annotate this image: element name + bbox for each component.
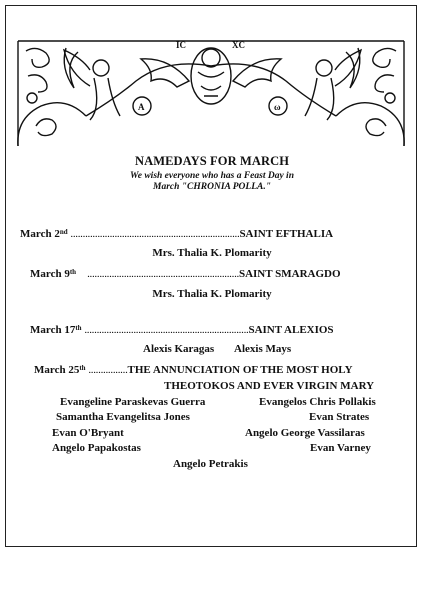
celebrant-name: Evan O'Bryant bbox=[52, 427, 124, 439]
page-frame bbox=[5, 5, 417, 547]
entry-march-17 bbox=[30, 324, 334, 337]
date-suffix: th bbox=[79, 364, 86, 372]
celebrant-name: Evangelos Chris Pollakis bbox=[259, 396, 376, 408]
page-title: NAMEDAYS FOR MARCH bbox=[134, 154, 290, 168]
leader-dots: ..................................................................... bbox=[70, 228, 240, 240]
subtitle-line-1: We wish everyone who has a Feast Day in bbox=[130, 171, 294, 181]
saint-name: SAINT SMARAGDO bbox=[238, 268, 341, 280]
entry-date: March 9 bbox=[30, 268, 70, 280]
entry-march-2 bbox=[20, 228, 333, 241]
entry-date: March 2 bbox=[20, 228, 60, 240]
subtitle-line-2: March "CHRONIA POLLA." bbox=[153, 182, 271, 192]
omega-letter: ω bbox=[274, 102, 281, 112]
leader-dots: .............................................................. bbox=[87, 268, 239, 280]
xc-letters: XC bbox=[232, 40, 245, 50]
entry-march-9 bbox=[30, 268, 341, 281]
celebrant-name: Samantha Evangelitsa Jones bbox=[56, 411, 190, 423]
leader-dots: ................................................................... bbox=[84, 324, 249, 336]
alpha-letter: A bbox=[138, 102, 145, 112]
celebrant-name: Angelo George Vassilaras bbox=[245, 427, 365, 439]
saint-name: SAINT ALEXIOS bbox=[248, 324, 334, 336]
ic-letters: IC bbox=[176, 40, 187, 50]
icon-header-illustration bbox=[6, 6, 418, 156]
celebrant-name: Evan Strates bbox=[309, 411, 370, 423]
celebrant-name: Mrs. Thalia K. Plomarity bbox=[152, 247, 272, 259]
leader-dots: ................ bbox=[88, 364, 128, 376]
celebrant-name: Evangeline Paraskevas Guerra bbox=[60, 396, 206, 408]
celebrant-name: Angelo Papakostas bbox=[52, 442, 141, 454]
date-suffix: th bbox=[75, 324, 82, 332]
date-suffix: nd bbox=[59, 228, 68, 236]
date-suffix: th bbox=[69, 268, 77, 276]
celebrant-name: Mrs. Thalia K. Plomarity bbox=[152, 288, 272, 300]
celebrant-name: Alexis Mays bbox=[234, 343, 292, 355]
saint-name: THE ANNUNCIATION OF THE MOST HOLY bbox=[127, 364, 353, 376]
entry-date: March 25 bbox=[34, 364, 80, 376]
entry-march-25 bbox=[34, 364, 353, 377]
celebrant-name: Evan Varney bbox=[310, 442, 371, 454]
celebrant-name: Alexis Karagas bbox=[143, 343, 215, 355]
saint-name-line-2: THEOTOKOS AND EVER VIRGIN MARY bbox=[164, 380, 375, 392]
saint-name: SAINT EFTHALIA bbox=[239, 228, 334, 240]
entry-date: March 17 bbox=[30, 324, 76, 336]
celebrant-name: Angelo Petrakis bbox=[173, 458, 248, 470]
